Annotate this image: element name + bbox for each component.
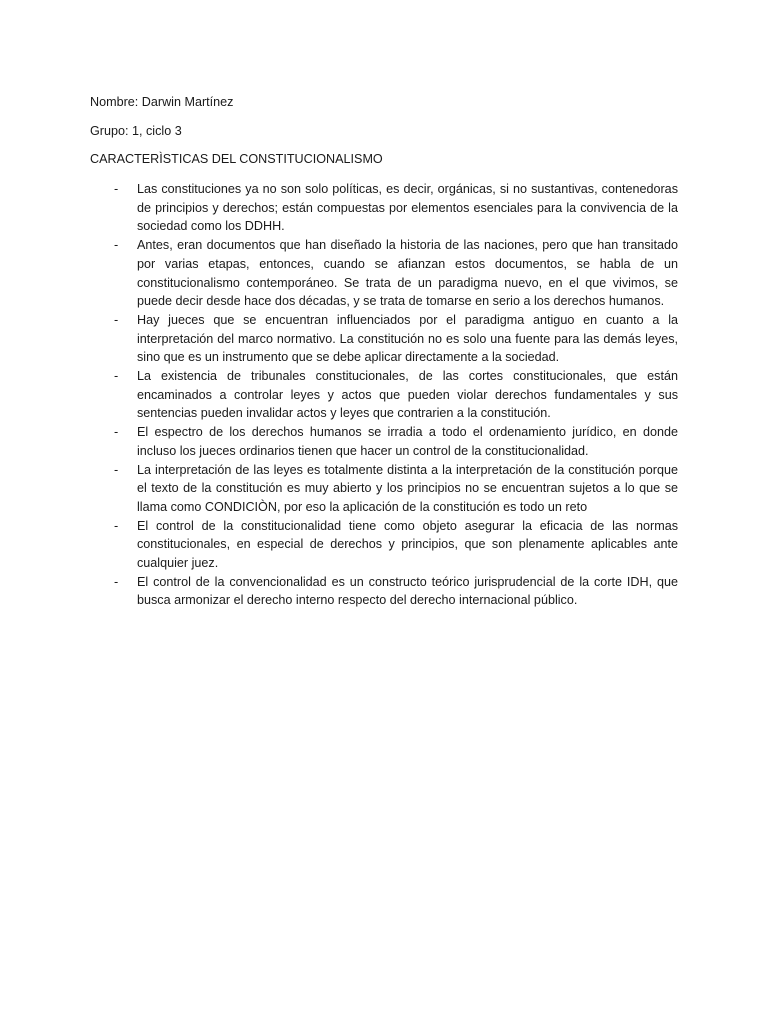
- list-item: [90, 461, 678, 517]
- author-name: Nombre: Darwin Martínez: [90, 95, 234, 109]
- list-item: [90, 573, 678, 610]
- list-item-text: El control de la constitucionalidad tiene como objeto asegurar la eficacia de las normas constitucionales, en especial de derechos y principios, que son plenamente aplicables ante cualquier juez.: [137, 518, 678, 571]
- characteristics-list: [90, 180, 678, 610]
- bullet-dash: -: [114, 462, 119, 477]
- bullet-dash: -: [114, 238, 119, 253]
- list-item-text: Las constituciones ya no son solo políticas, es decir, orgánicas, si no sustantivas, contenedoras de principios y derechos; están compuestas por elementos esenciales para la convivencia de la sociedad como los DDHH.: [137, 182, 678, 234]
- list-item: [90, 367, 678, 423]
- bullet-dash: -: [114, 425, 119, 440]
- bullet-dash: -: [114, 518, 119, 533]
- bullet-dash: -: [114, 574, 119, 589]
- list-item-text: El espectro de los derechos humanos se irradia a todo el ordenamiento jurídico, en donde incluso los jueces ordinarios tienen que hacer un control de la constitucionalidad.: [137, 425, 678, 458]
- bullet-dash: -: [114, 182, 119, 196]
- list-item-text: Hay jueces que se encuentran influenciados por el paradigma antiguo en cuanto a la interpretación del marco normativo. La constitución no es solo una fuente para las demás leyes, sino que es un instrumento que se debe aplicar directamente a la sociedad.: [137, 312, 678, 365]
- list-item: [90, 180, 678, 236]
- list-item-text: El control de la convencionalidad es un constructo teórico jurisprudencial de la corte IDH, que busca armonizar el derecho interno respecto del derecho internacional público.: [137, 574, 678, 608]
- bullet-dash: -: [114, 312, 119, 327]
- list-item: [90, 236, 678, 311]
- list-item: [90, 423, 678, 460]
- group-info: Grupo: 1, ciclo 3: [90, 124, 182, 138]
- list-item: [90, 311, 678, 367]
- list-item-text: La interpretación de las leyes es totalmente distinta a la interpretación de la constitución porque el texto de la constitución es muy abierto y los principios no se encuentran sujetos a lo que se llama como CONDICIÒN, por eso la aplicación de la constitución es todo un reto: [137, 462, 678, 514]
- list-item-text: Antes, eran documentos que han diseñado la historia de las naciones, pero que han transitado por varias etapas, entonces, cuando se afianzan estos documentos, se habla de un constitucionalismo contemporáneo. Se trata de un paradigma nuevo, en el que vivimos, se puede decir desde hace dos décadas, y se trata de tomarse en serio a los derechos humanos.: [137, 238, 678, 309]
- bullet-dash: -: [114, 369, 119, 384]
- document-title: CARACTERÌSTICAS DEL CONSTITUCIONALISMO: [90, 152, 383, 166]
- list-item-text: La existencia de tribunales constitucionales, de las cortes constitucionales, que están encaminados a controlar leyes y actos que pueden violar derechos fundamentales y sus sentencias pueden invalidar actos y leyes que contrarien a la constitución.: [137, 369, 678, 421]
- list-item: [90, 517, 678, 573]
